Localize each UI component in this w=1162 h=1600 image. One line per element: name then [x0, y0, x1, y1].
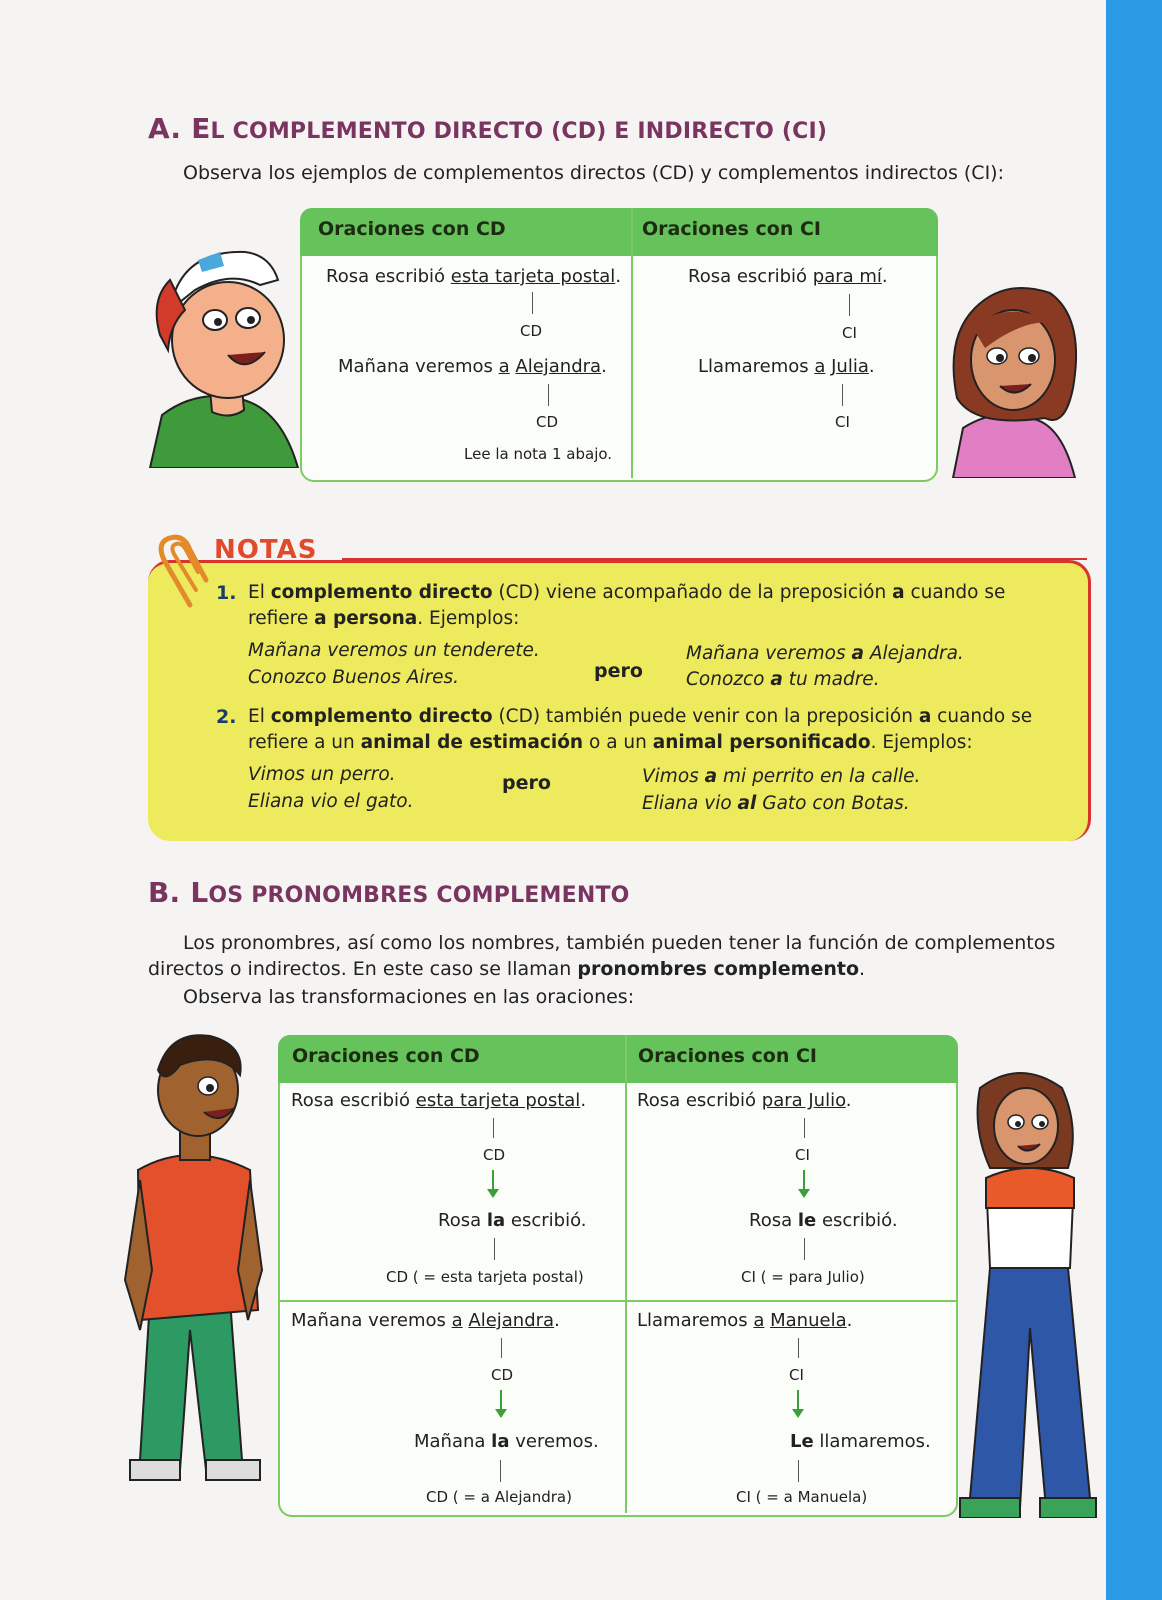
table-b-r2c2-ci: CI	[789, 1366, 804, 1384]
note-1-pero: pero	[594, 660, 643, 682]
section-b-paragraph-3: Observa las transformaciones en las oraciones:	[183, 986, 635, 1008]
table-a-col2-header: Oraciones con CI	[642, 218, 821, 240]
section-b-heading: B. LOS PRONOMBRES COMPLEMENTO	[148, 876, 630, 909]
table-a-header	[300, 208, 938, 256]
table-b-r2c1-cd: CD	[491, 1366, 514, 1384]
note-1-example-1: Mañana veremos un tenderete.	[248, 640, 540, 661]
note-2-line-1: El complemento directo (CD) también puede venir con la preposición a cuando se	[248, 706, 1033, 727]
table-b-r2c2-explanation: CI ( = a Manuela)	[736, 1488, 868, 1506]
boy-curly-hair-illustration	[110, 1030, 270, 1510]
table-b-r2c2-sentence: Llamaremos a Manuela.	[637, 1310, 853, 1331]
note-2-example-3: Vimos a mi perrito en la calle.	[642, 766, 921, 787]
note-1-example-2: Conozco Buenos Aires.	[248, 667, 460, 688]
table-b-r1c2-explanation: CI ( = para Julio)	[741, 1268, 865, 1286]
table-b-row-divider	[278, 1300, 958, 1302]
table-b-r2c2-result: Le llamaremos.	[790, 1431, 931, 1452]
table-b-r1c1-result: Rosa la escribió.	[438, 1210, 587, 1231]
table-b-r1c1-sentence: Rosa escribió esta tarjeta postal.	[291, 1090, 587, 1111]
note-2-line-2: refiere a un animal de estimación o a un animal personificado. Ejemplos:	[248, 732, 973, 753]
note-2-pero: pero	[502, 772, 551, 794]
note-2-example-1: Vimos un perro.	[248, 764, 396, 785]
note-1-example-4: Conozco a tu madre.	[686, 669, 880, 690]
section-a-intro: Observa los ejemplos de complementos directos (CD) y complementos indirectos (CI):	[183, 162, 1004, 184]
table-b-r1c1-explanation: CD ( = esta tarjeta postal)	[386, 1268, 584, 1286]
table-b-r1c2-ci: CI	[795, 1146, 810, 1164]
table-b-r1c2-result: Rosa le escribió.	[749, 1210, 898, 1231]
table-b-header	[278, 1035, 958, 1083]
table-b-r1c2-sentence: Rosa escribió para Julio.	[637, 1090, 852, 1111]
table-b-r1c1-cd: CD	[483, 1146, 506, 1164]
table-a-ci-label-1: CI	[842, 324, 857, 342]
table-a-col1-header: Oraciones con CD	[318, 218, 506, 240]
note-1-number: 1.	[216, 582, 237, 604]
note-1-example-3: Mañana veremos a Alejandra.	[686, 643, 964, 664]
note-1-line-1: El complemento directo (CD) viene acompañado de la preposición a cuando se	[248, 582, 1006, 603]
table-b-divider	[625, 1035, 627, 1513]
table-a-cd-note: Lee la nota 1 abajo.	[464, 445, 613, 463]
table-a-ci-example-1: Rosa escribió para mí.	[688, 266, 888, 287]
note-2-number: 2.	[216, 706, 237, 728]
section-a-heading: A. EL COMPLEMENTO DIRECTO (CD) E INDIRECTO (CI)	[148, 112, 828, 145]
paperclip-icon	[150, 530, 210, 610]
note-2-example-4: Eliana vio al Gato con Botas.	[642, 793, 910, 814]
table-b-col2-header: Oraciones con CI	[638, 1045, 817, 1067]
girl-jeans-illustration	[950, 1068, 1100, 1518]
page-edge-bar	[1106, 0, 1162, 1600]
table-b-r2c1-sentence: Mañana veremos a Alejandra.	[291, 1310, 560, 1331]
table-a-ci-example-2: Llamaremos a Julia.	[698, 356, 875, 377]
note-1-line-2: refiere a persona. Ejemplos:	[248, 608, 520, 629]
table-a-cd-example-2: Mañana veremos a Alejandra.	[338, 356, 607, 377]
table-b-r2c1-explanation: CD ( = a Alejandra)	[426, 1488, 572, 1506]
table-b-r2c1-result: Mañana la veremos.	[414, 1431, 599, 1452]
notes-title-rule	[342, 558, 1087, 560]
table-b-col1-header: Oraciones con CD	[292, 1045, 480, 1067]
boy-cap-illustration	[140, 240, 300, 468]
section-b-paragraph-2: directos o indirectos. En este caso se llaman pronombres complemento.	[148, 958, 866, 980]
section-b-paragraph-1: Los pronombres, así como los nombres, también pueden tener la función de complementos	[183, 932, 1056, 954]
girl-brown-hair-illustration	[945, 278, 1085, 478]
table-a-cd-example-1: Rosa escribió esta tarjeta postal.	[326, 266, 622, 287]
note-2-example-2: Eliana vio el gato.	[248, 791, 414, 812]
table-a-divider	[631, 208, 633, 478]
notes-title: NOTAS	[214, 535, 318, 565]
table-a-cd-label-2: CD	[536, 413, 559, 431]
table-a-cd-label-1: CD	[520, 322, 543, 340]
table-a-ci-label-2: CI	[835, 413, 850, 431]
